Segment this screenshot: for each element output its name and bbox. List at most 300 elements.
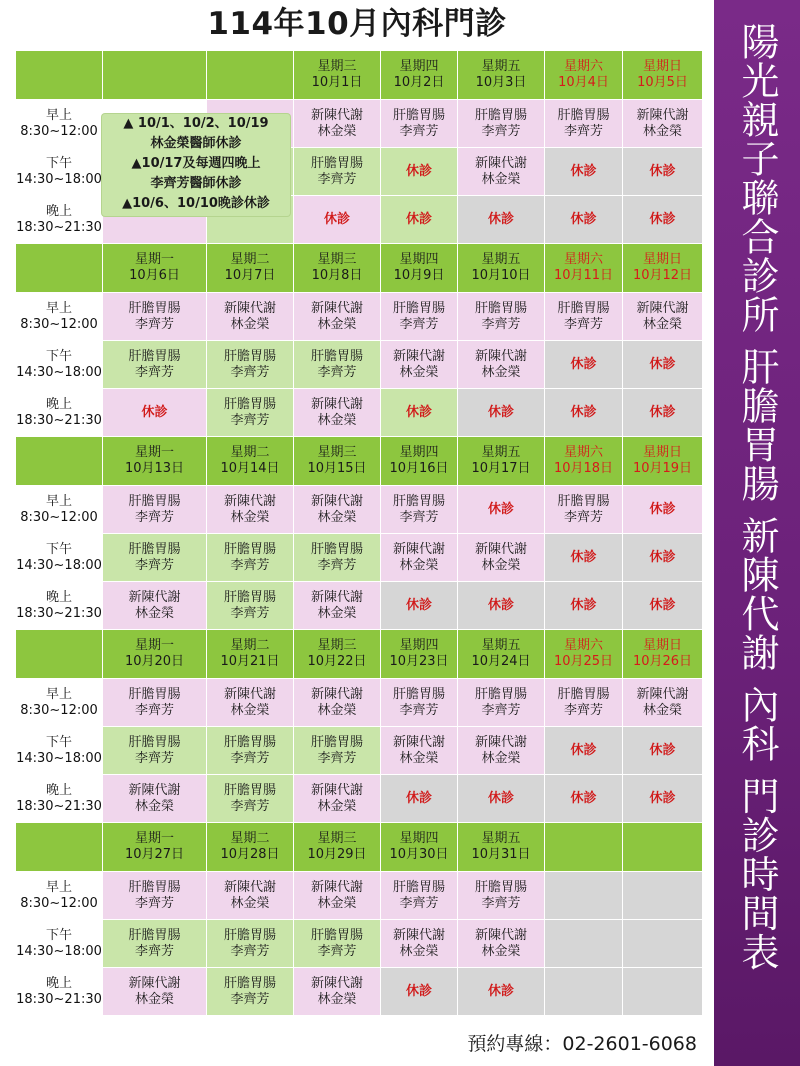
schedule-cell bbox=[545, 100, 622, 147]
doctor-name: 林金榮 bbox=[134, 991, 174, 1007]
schedule-cell bbox=[207, 727, 293, 774]
date-label: 10月13日 bbox=[124, 461, 185, 476]
date-label: 10月29日 bbox=[307, 847, 367, 862]
day-header-cell bbox=[381, 630, 457, 678]
department-label: 新陳代謝 bbox=[474, 927, 527, 943]
period-name: 晚上 bbox=[45, 396, 72, 412]
department-label: 肝膽胃腸 bbox=[223, 589, 276, 605]
schedule-cell bbox=[294, 582, 380, 629]
department-label: 肝膽胃腸 bbox=[310, 348, 363, 364]
period-time: 14:30~18:00 bbox=[16, 364, 102, 380]
period-time: 8:30~12:00 bbox=[20, 895, 98, 911]
weekday-label: 星期二 bbox=[230, 831, 270, 846]
doctor-name: 林金榮 bbox=[317, 605, 357, 621]
period-name: 晚上 bbox=[45, 975, 72, 991]
slot-row bbox=[16, 679, 702, 726]
weekday-label: 星期五 bbox=[481, 59, 521, 74]
department-label: 肝膽胃腸 bbox=[223, 927, 276, 943]
doctor-name: 林金榮 bbox=[317, 991, 357, 1007]
date-label: 10月9日 bbox=[393, 268, 445, 283]
closed-label: 休診 bbox=[649, 356, 676, 372]
period-label-cell bbox=[16, 100, 102, 147]
schedule-cell bbox=[458, 534, 544, 581]
closed-cell bbox=[458, 389, 544, 436]
doctor-name: 李齊芳 bbox=[399, 702, 439, 718]
closed-label: 休診 bbox=[649, 501, 676, 517]
schedule-cell bbox=[381, 727, 457, 774]
department-label: 肝膽胃腸 bbox=[310, 734, 363, 750]
period-header-cell bbox=[16, 51, 102, 99]
date-label: 10月11日 bbox=[553, 268, 614, 283]
week-header-row bbox=[16, 437, 702, 485]
closed-label: 休診 bbox=[570, 356, 597, 372]
weekday-label: 星期五 bbox=[481, 252, 521, 267]
date-label: 10月21日 bbox=[220, 654, 280, 669]
slot-row bbox=[16, 486, 702, 533]
schedule-cell bbox=[381, 920, 457, 967]
doctor-name: 林金榮 bbox=[399, 557, 439, 573]
day-header-cell bbox=[623, 244, 702, 292]
period-time: 18:30~21:30 bbox=[16, 991, 102, 1007]
day-header-cell bbox=[458, 630, 544, 678]
schedule-cell bbox=[623, 100, 702, 147]
department-label: 新陳代謝 bbox=[310, 782, 363, 798]
department-label: 新陳代謝 bbox=[392, 348, 445, 364]
doctor-name: 李齊芳 bbox=[317, 171, 357, 187]
schedule-cell bbox=[207, 486, 293, 533]
closed-label: 休診 bbox=[570, 163, 597, 179]
weekday-label: 星期二 bbox=[230, 252, 270, 267]
closed-label: 休診 bbox=[487, 790, 514, 806]
department-label: 新陳代謝 bbox=[474, 541, 527, 557]
doctor-name: 林金榮 bbox=[317, 702, 357, 718]
period-name: 早上 bbox=[45, 300, 72, 316]
day-header-cell bbox=[458, 244, 544, 292]
weekday-label: 星期六 bbox=[563, 445, 603, 460]
closed-cell bbox=[294, 196, 380, 243]
department-label: 肝膽胃腸 bbox=[128, 686, 181, 702]
period-header-cell bbox=[16, 630, 102, 678]
weekday-label: 星期日 bbox=[642, 252, 682, 267]
doctor-name: 李齊芳 bbox=[134, 364, 174, 380]
period-label-cell bbox=[16, 727, 102, 774]
doctor-name: 林金榮 bbox=[230, 316, 270, 332]
schedule-cell bbox=[458, 727, 544, 774]
date-label: 10月14日 bbox=[220, 461, 280, 476]
doctor-name: 李齊芳 bbox=[481, 895, 521, 911]
period-name: 晚上 bbox=[45, 203, 72, 219]
period-label-cell bbox=[16, 920, 102, 967]
doctor-name: 李齊芳 bbox=[399, 123, 439, 139]
department-label: 新陳代謝 bbox=[310, 396, 363, 412]
day-header-cell bbox=[294, 437, 380, 485]
department-label: 肝膽胃腸 bbox=[223, 396, 276, 412]
period-header-cell bbox=[16, 244, 102, 292]
schedule-cell bbox=[294, 920, 380, 967]
slot-row bbox=[16, 968, 702, 1015]
doctor-name: 李齊芳 bbox=[563, 702, 603, 718]
schedule-cell bbox=[294, 968, 380, 1015]
doctor-name: 李齊芳 bbox=[230, 605, 270, 621]
department-label: 肝膽胃腸 bbox=[392, 879, 445, 895]
schedule-cell bbox=[103, 582, 206, 629]
page-title: 114年10月內科門診 bbox=[207, 6, 507, 42]
schedule-cell bbox=[103, 727, 206, 774]
closed-cell bbox=[623, 775, 702, 822]
day-header-cell bbox=[294, 823, 380, 871]
department-label: 肝膽胃腸 bbox=[474, 300, 527, 316]
period-label-cell bbox=[16, 534, 102, 581]
department-label: 新陳代謝 bbox=[636, 686, 689, 702]
doctor-name: 李齊芳 bbox=[230, 798, 270, 814]
department-label: 肝膽胃腸 bbox=[223, 734, 276, 750]
schedule-cell bbox=[458, 293, 544, 340]
department-label: 肝膽胃腸 bbox=[557, 686, 610, 702]
closed-cell bbox=[545, 534, 622, 581]
schedule-cell bbox=[103, 872, 206, 919]
closed-cell bbox=[623, 196, 702, 243]
weekday-label: 星期四 bbox=[399, 252, 439, 267]
schedule-cell bbox=[207, 534, 293, 581]
schedule-cell bbox=[103, 920, 206, 967]
weekday-label: 星期五 bbox=[481, 831, 521, 846]
department-label: 新陳代謝 bbox=[474, 348, 527, 364]
department-label: 肝膽胃腸 bbox=[474, 879, 527, 895]
clinic-sidebar bbox=[714, 0, 800, 1066]
doctor-name: 林金榮 bbox=[642, 123, 682, 139]
schedule-cell bbox=[294, 389, 380, 436]
department-label: 新陳代謝 bbox=[223, 300, 276, 316]
booking-phone: 預約專線：02-2601-6068 bbox=[467, 1033, 697, 1055]
schedule-cell bbox=[207, 582, 293, 629]
department-label: 肝膽胃腸 bbox=[128, 879, 181, 895]
weekday-label: 星期三 bbox=[317, 638, 357, 653]
closed-label: 休診 bbox=[141, 404, 168, 420]
department-label: 新陳代謝 bbox=[128, 975, 181, 991]
closed-cell bbox=[623, 582, 702, 629]
date-label: 10月17日 bbox=[471, 461, 531, 476]
day-header-cell bbox=[381, 823, 457, 871]
closed-cell bbox=[623, 486, 702, 533]
period-time: 8:30~12:00 bbox=[20, 509, 98, 525]
schedule-cell bbox=[623, 968, 702, 1015]
department-label: 新陳代謝 bbox=[128, 589, 181, 605]
doctor-name: 林金榮 bbox=[399, 364, 439, 380]
department-label: 新陳代謝 bbox=[223, 686, 276, 702]
department-label: 肝膽胃腸 bbox=[223, 541, 276, 557]
schedule-cell bbox=[103, 534, 206, 581]
schedule-cell bbox=[294, 486, 380, 533]
date-label: 10月26日 bbox=[632, 654, 693, 669]
weekday-label: 星期四 bbox=[399, 445, 439, 460]
period-header-cell bbox=[16, 823, 102, 871]
period-name: 晚上 bbox=[45, 589, 72, 605]
department-label: 新陳代謝 bbox=[392, 734, 445, 750]
weekday-label: 星期三 bbox=[317, 252, 357, 267]
doctor-name: 林金榮 bbox=[317, 316, 357, 332]
doctor-name: 李齊芳 bbox=[481, 123, 521, 139]
period-time: 18:30~21:30 bbox=[16, 798, 102, 814]
weekday-label: 星期三 bbox=[317, 445, 357, 460]
slot-row bbox=[16, 534, 702, 581]
period-time: 18:30~21:30 bbox=[16, 219, 102, 235]
closed-cell bbox=[623, 389, 702, 436]
closed-cell bbox=[545, 148, 622, 195]
day-header-cell bbox=[623, 823, 702, 871]
week-header-row bbox=[16, 823, 702, 871]
period-name: 下午 bbox=[45, 734, 72, 750]
date-label: 10月20日 bbox=[124, 654, 185, 669]
period-time: 8:30~12:00 bbox=[20, 702, 98, 718]
weekday-label: 星期六 bbox=[563, 59, 603, 74]
doctor-name: 李齊芳 bbox=[481, 702, 521, 718]
period-label-cell bbox=[16, 486, 102, 533]
day-header-cell bbox=[381, 437, 457, 485]
schedule-cell bbox=[294, 727, 380, 774]
closed-label: 休診 bbox=[570, 742, 597, 758]
doctor-name: 林金榮 bbox=[481, 943, 521, 959]
schedule-cell bbox=[381, 341, 457, 388]
closed-label: 休診 bbox=[405, 163, 432, 179]
closed-cell bbox=[458, 196, 544, 243]
closed-label: 休診 bbox=[487, 597, 514, 613]
schedule-cell bbox=[294, 679, 380, 726]
slot-row bbox=[16, 341, 702, 388]
doctor-name: 林金榮 bbox=[399, 943, 439, 959]
closed-cell bbox=[623, 148, 702, 195]
period-time: 18:30~21:30 bbox=[16, 605, 102, 621]
weekday-label: 星期四 bbox=[399, 831, 439, 846]
doctor-name: 李齊芳 bbox=[134, 895, 174, 911]
day-header-cell bbox=[103, 244, 206, 292]
schedule-cell bbox=[294, 775, 380, 822]
department-label: 新陳代謝 bbox=[128, 782, 181, 798]
period-time: 8:30~12:00 bbox=[20, 316, 98, 332]
week-header-row bbox=[16, 244, 702, 292]
schedule-cell bbox=[381, 486, 457, 533]
day-header-cell bbox=[103, 823, 206, 871]
closed-cell bbox=[381, 775, 457, 822]
schedule-cell bbox=[458, 679, 544, 726]
department-label: 新陳代謝 bbox=[636, 107, 689, 123]
slot-row bbox=[16, 920, 702, 967]
closed-label: 休診 bbox=[570, 211, 597, 227]
department-label: 肝膽胃腸 bbox=[474, 107, 527, 123]
closed-label: 休診 bbox=[487, 501, 514, 517]
closed-label: 休診 bbox=[487, 404, 514, 420]
department-label: 肝膽胃腸 bbox=[474, 686, 527, 702]
schedule-cell bbox=[545, 679, 622, 726]
department-label: 肝膽胃腸 bbox=[128, 348, 181, 364]
day-header-cell bbox=[294, 244, 380, 292]
schedule-cell bbox=[103, 341, 206, 388]
closed-label: 休診 bbox=[487, 211, 514, 227]
day-header-cell bbox=[545, 437, 622, 485]
schedule-cell bbox=[207, 679, 293, 726]
date-label: 10月2日 bbox=[393, 75, 445, 90]
day-header-cell bbox=[381, 51, 457, 99]
closed-cell bbox=[381, 968, 457, 1015]
date-label: 10月8日 bbox=[311, 268, 363, 283]
schedule-cell bbox=[458, 872, 544, 919]
doctor-name: 李齊芳 bbox=[134, 316, 174, 332]
day-header-cell bbox=[207, 630, 293, 678]
closed-cell bbox=[623, 341, 702, 388]
closed-label: 休診 bbox=[649, 163, 676, 179]
period-label-cell bbox=[16, 196, 102, 243]
week-header-row bbox=[16, 51, 702, 99]
date-label: 10月4日 bbox=[558, 75, 609, 90]
doctor-name: 林金榮 bbox=[399, 750, 439, 766]
schedule-cell bbox=[458, 148, 544, 195]
day-header-cell bbox=[207, 51, 293, 99]
period-label-cell bbox=[16, 679, 102, 726]
date-label: 10月28日 bbox=[220, 847, 280, 862]
department-label: 肝膽胃腸 bbox=[310, 155, 363, 171]
department-label: 肝膽胃腸 bbox=[392, 686, 445, 702]
week-header-row bbox=[16, 630, 702, 678]
closed-cell bbox=[458, 486, 544, 533]
period-label-cell bbox=[16, 293, 102, 340]
closed-label: 休診 bbox=[649, 790, 676, 806]
date-label: 10月16日 bbox=[389, 461, 449, 476]
department-label: 新陳代謝 bbox=[310, 589, 363, 605]
notice-line: ▲10/6、10/10晚診休診 bbox=[122, 196, 270, 211]
period-name: 晚上 bbox=[45, 782, 72, 798]
date-label: 10月25日 bbox=[553, 654, 614, 669]
day-header-cell bbox=[545, 244, 622, 292]
weekday-label: 星期四 bbox=[399, 638, 439, 653]
schedule-cell bbox=[103, 775, 206, 822]
doctor-name: 林金榮 bbox=[481, 750, 521, 766]
closed-label: 休診 bbox=[649, 549, 676, 565]
schedule-cell bbox=[294, 293, 380, 340]
date-label: 10月1日 bbox=[311, 75, 363, 90]
closed-label: 休診 bbox=[649, 597, 676, 613]
closed-label: 休診 bbox=[570, 549, 597, 565]
schedule-cell bbox=[545, 486, 622, 533]
department-label: 肝膽胃腸 bbox=[392, 300, 445, 316]
department-label: 肝膽胃腸 bbox=[128, 734, 181, 750]
period-name: 早上 bbox=[45, 686, 72, 702]
closed-label: 休診 bbox=[487, 983, 514, 999]
notice-line: ▲ 10/1、10/2、10/19 bbox=[123, 116, 269, 131]
schedule-cell bbox=[294, 534, 380, 581]
closed-label: 休診 bbox=[649, 404, 676, 420]
doctor-name: 李齊芳 bbox=[399, 509, 439, 525]
department-label: 新陳代謝 bbox=[636, 300, 689, 316]
department-label: 新陳代謝 bbox=[474, 734, 527, 750]
closed-cell bbox=[545, 196, 622, 243]
department-label: 新陳代謝 bbox=[310, 300, 363, 316]
department-label: 肝膽胃腸 bbox=[128, 541, 181, 557]
date-label: 10月6日 bbox=[129, 268, 180, 283]
day-header-cell bbox=[458, 823, 544, 871]
closed-label: 休診 bbox=[405, 790, 432, 806]
slot-row bbox=[16, 389, 702, 436]
slot-row bbox=[16, 582, 702, 629]
schedule-cell bbox=[381, 534, 457, 581]
doctor-name: 林金榮 bbox=[230, 702, 270, 718]
schedule-cell bbox=[207, 968, 293, 1015]
schedule-cell bbox=[623, 679, 702, 726]
closed-cell bbox=[545, 389, 622, 436]
day-header-cell bbox=[207, 823, 293, 871]
closed-label: 休診 bbox=[405, 983, 432, 999]
department-label: 新陳代謝 bbox=[310, 493, 363, 509]
closed-cell bbox=[545, 775, 622, 822]
department-label: 肝膽胃腸 bbox=[557, 300, 610, 316]
doctor-name: 林金榮 bbox=[230, 509, 270, 525]
doctor-name: 李齊芳 bbox=[134, 702, 174, 718]
weekday-label: 星期日 bbox=[642, 59, 682, 74]
weekday-label: 星期一 bbox=[134, 831, 174, 846]
doctor-name: 李齊芳 bbox=[399, 316, 439, 332]
schedule-cell bbox=[545, 920, 622, 967]
day-header-cell bbox=[545, 51, 622, 99]
doctor-name: 林金榮 bbox=[134, 605, 174, 621]
period-label-cell bbox=[16, 148, 102, 195]
closed-label: 休診 bbox=[405, 597, 432, 613]
schedule-cell bbox=[623, 872, 702, 919]
department-label: 肝膽胃腸 bbox=[392, 493, 445, 509]
doctor-name: 李齊芳 bbox=[134, 557, 174, 573]
weekday-label: 星期六 bbox=[563, 252, 603, 267]
day-header-cell bbox=[103, 630, 206, 678]
closed-label: 休診 bbox=[570, 597, 597, 613]
slot-row bbox=[16, 775, 702, 822]
doctor-name: 林金榮 bbox=[481, 364, 521, 380]
doctor-name: 李齊芳 bbox=[563, 509, 603, 525]
period-time: 14:30~18:00 bbox=[16, 171, 102, 187]
closed-cell bbox=[545, 341, 622, 388]
department-label: 肝膽胃腸 bbox=[310, 927, 363, 943]
department-label: 新陳代謝 bbox=[310, 107, 363, 123]
clinic-title-vertical: 陽光親子聯合診所 肝膽胃腸 新陳代謝 內科 門診時間表 bbox=[735, 22, 779, 972]
schedule-cell bbox=[294, 341, 380, 388]
schedule-cell bbox=[545, 968, 622, 1015]
closed-label: 休診 bbox=[405, 404, 432, 420]
doctor-name: 林金榮 bbox=[317, 123, 357, 139]
schedule-cell bbox=[623, 293, 702, 340]
doctor-name: 林金榮 bbox=[481, 171, 521, 187]
schedule-cell bbox=[207, 920, 293, 967]
closed-cell bbox=[545, 727, 622, 774]
closed-cell bbox=[103, 389, 206, 436]
department-label: 肝膽胃腸 bbox=[223, 782, 276, 798]
period-name: 下午 bbox=[45, 348, 72, 364]
department-label: 肝膽胃腸 bbox=[557, 107, 610, 123]
doctor-name: 李齊芳 bbox=[230, 364, 270, 380]
period-label-cell bbox=[16, 968, 102, 1015]
doctor-name: 李齊芳 bbox=[481, 316, 521, 332]
doctor-name: 林金榮 bbox=[230, 895, 270, 911]
weekday-label: 星期日 bbox=[642, 638, 682, 653]
weekday-label: 星期五 bbox=[481, 638, 521, 653]
doctor-name: 李齊芳 bbox=[230, 557, 270, 573]
closed-cell bbox=[381, 389, 457, 436]
doctor-name: 林金榮 bbox=[481, 557, 521, 573]
schedule-cell bbox=[207, 872, 293, 919]
doctor-name: 林金榮 bbox=[134, 798, 174, 814]
day-header-cell bbox=[207, 244, 293, 292]
date-label: 10月23日 bbox=[389, 654, 449, 669]
weekday-label: 星期一 bbox=[134, 252, 174, 267]
period-label-cell bbox=[16, 775, 102, 822]
doctor-name: 李齊芳 bbox=[399, 895, 439, 911]
doctor-name: 李齊芳 bbox=[134, 943, 174, 959]
closed-cell bbox=[623, 727, 702, 774]
